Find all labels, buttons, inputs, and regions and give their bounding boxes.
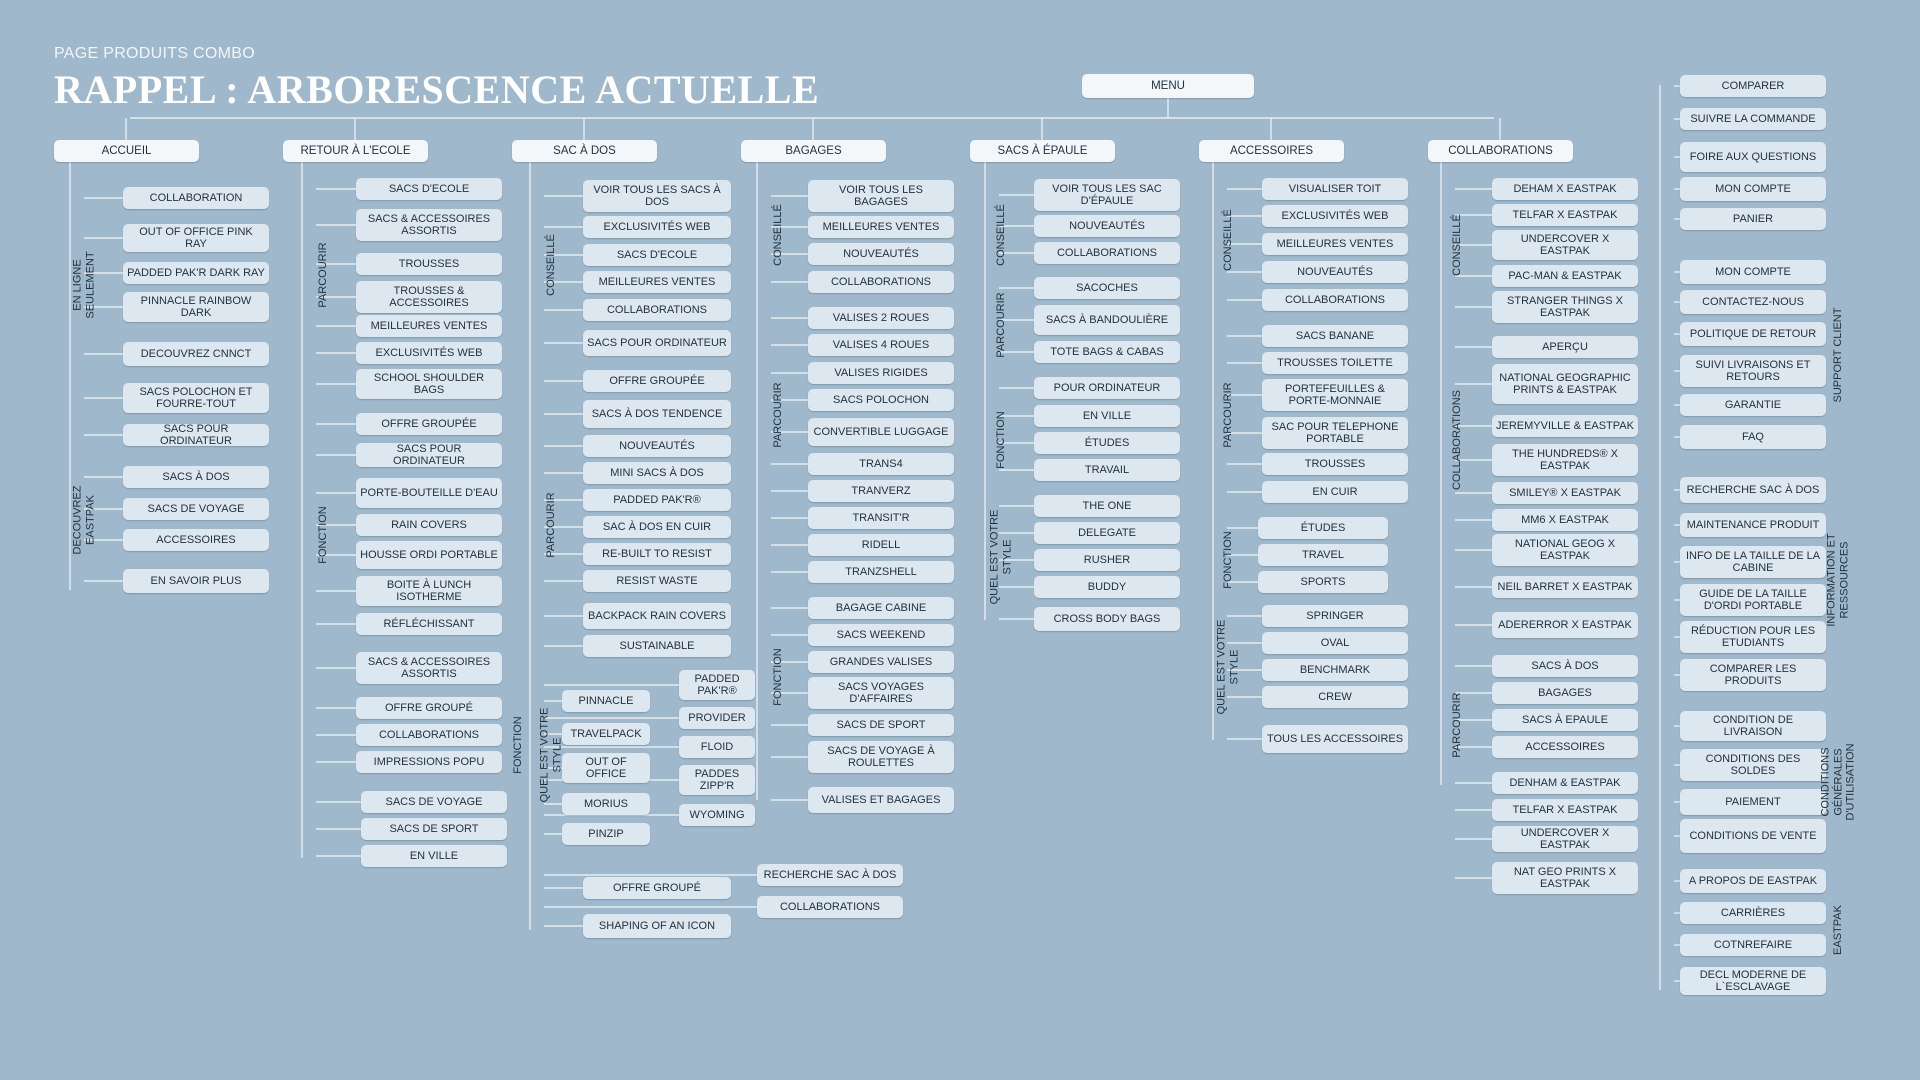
sitemap-node[interactable]: VOIR TOUS LES SACS À DOS bbox=[583, 180, 731, 212]
sitemap-node[interactable]: SACS À DOS TENDENCE bbox=[583, 400, 731, 428]
group-label: QUEL EST VOTRE STYLE bbox=[538, 707, 563, 803]
sitemap-node[interactable]: VALISES RIGIDES bbox=[808, 362, 954, 384]
sitemap-node[interactable]: SACS BANANE bbox=[1262, 325, 1408, 347]
sitemap-node[interactable]: VOIR TOUS LES SAC D'ÉPAULE bbox=[1034, 179, 1180, 211]
sitemap-node[interactable]: A PROPOS DE EASTPAK bbox=[1680, 869, 1826, 893]
sitemap-node[interactable]: SACS POUR ORDINATEUR bbox=[123, 424, 269, 446]
category-node[interactable]: ACCUEIL bbox=[54, 140, 199, 162]
page-title: RAPPEL : ARBORESCENCE ACTUELLE bbox=[54, 67, 820, 112]
sitemap-node[interactable]: DECOUVREZ CNNCT bbox=[123, 342, 269, 366]
sitemap-node[interactable]: TROUSSES & ACCESSOIRES bbox=[356, 281, 502, 313]
sitemap-node[interactable]: TRAVEL bbox=[1258, 544, 1388, 566]
sitemap-node[interactable]: RESIST WASTE bbox=[583, 570, 731, 592]
sitemap-node[interactable]: SACS À BANDOULIÈRE bbox=[1034, 305, 1180, 335]
sitemap-node[interactable]: RIDELL bbox=[808, 534, 954, 556]
sitemap-node[interactable]: THE ONE bbox=[1034, 495, 1180, 517]
group-label: EASTPAK bbox=[1831, 905, 1844, 955]
sitemap-node[interactable]: TROUSSES TOILETTE bbox=[1262, 352, 1408, 374]
sitemap-node[interactable]: SACS POUR ORDINATEUR bbox=[583, 330, 731, 356]
sitemap-node[interactable]: RÉDUCTION POUR LES ETUDIANTS bbox=[1680, 621, 1826, 653]
sitemap-node[interactable]: BAGAGES bbox=[1492, 682, 1638, 704]
sitemap-node[interactable]: OFFRE GROUPÉE bbox=[583, 370, 731, 392]
group-label: CONSEILLÉ bbox=[544, 234, 557, 296]
sitemap-node[interactable]: CREW bbox=[1262, 686, 1408, 708]
group-label: CONSEILLÉ bbox=[1450, 214, 1463, 276]
sitemap-node[interactable]: NOUVEAUTÉS bbox=[808, 243, 954, 265]
group-label: PARCOURIR bbox=[1221, 382, 1234, 448]
sitemap-node[interactable]: VALISES 2 ROUES bbox=[808, 307, 954, 329]
sitemap-node[interactable]: SACS DE VOYAGE bbox=[361, 791, 507, 813]
group-label: COLLABORATIONS bbox=[1450, 389, 1463, 491]
sitemap-node[interactable]: IMPRESSIONS POPU bbox=[356, 751, 502, 773]
sitemap-node[interactable]: SACS À DOS bbox=[1492, 655, 1638, 677]
sitemap-node[interactable]: BUDDY bbox=[1034, 576, 1180, 598]
sitemap-node[interactable]: OUT OF OFFICE bbox=[562, 753, 650, 783]
group-label: FONCTION bbox=[994, 411, 1007, 469]
group-label: PARCOURIR bbox=[771, 382, 784, 448]
sitemap-node[interactable]: COLLABORATIONS bbox=[1034, 242, 1180, 264]
sitemap-node[interactable]: ACCESSOIRES bbox=[123, 529, 269, 551]
sitemap-node[interactable]: APERÇU bbox=[1492, 336, 1638, 358]
sitemap-node[interactable]: MAINTENANCE PRODUIT bbox=[1680, 513, 1826, 537]
sitemap-node[interactable]: CONDITIONS DES SOLDES bbox=[1680, 749, 1826, 781]
sitemap-node[interactable]: SUSTAINABLE bbox=[583, 635, 731, 657]
sitemap-node[interactable]: ACCESSOIRES bbox=[1492, 736, 1638, 758]
sitemap-node[interactable]: CONDITION DE LIVRAISON bbox=[1680, 711, 1826, 741]
sitemap-node[interactable]: SACS POLOCHON ET FOURRE-TOUT bbox=[123, 383, 269, 413]
sitemap-node[interactable]: SACS DE VOYAGE bbox=[123, 498, 269, 520]
sitemap-node[interactable]: UNDERCOVER X EASTPAK bbox=[1492, 826, 1638, 852]
sitemap-node[interactable]: ÉTUDES bbox=[1258, 517, 1388, 539]
sitemap-node[interactable]: SACS POUR ORDINATEUR bbox=[356, 443, 502, 467]
category-node[interactable]: COLLABORATIONS bbox=[1428, 140, 1573, 162]
sitemap-node[interactable]: MM6 X EASTPAK bbox=[1492, 509, 1638, 531]
sitemap-node[interactable]: POLITIQUE DE RETOUR bbox=[1680, 322, 1826, 346]
sitemap-node[interactable]: PADDED PAK'R® bbox=[679, 670, 755, 700]
sitemap-node[interactable]: MEILLEURES VENTES bbox=[356, 315, 502, 337]
sitemap-node[interactable]: TRAVELPACK bbox=[562, 723, 650, 745]
sitemap-node[interactable]: HOUSSE ORDI PORTABLE bbox=[356, 541, 502, 569]
sitemap-node[interactable]: SACS DE VOYAGE À ROULETTES bbox=[808, 741, 954, 773]
group-label: DECOUVREZ EASTPAK bbox=[71, 485, 96, 555]
sitemap-node[interactable]: SACS À DOS bbox=[123, 466, 269, 488]
sitemap-node[interactable]: PANIER bbox=[1680, 208, 1826, 230]
sitemap-node[interactable]: COTNREFAIRE bbox=[1680, 934, 1826, 956]
sitemap-node[interactable]: BOITE À LUNCH ISOTHERME bbox=[356, 576, 502, 606]
sitemap-node[interactable]: WYOMING bbox=[679, 804, 755, 826]
sitemap-node[interactable]: TELFAR X EASTPAK bbox=[1492, 799, 1638, 821]
sitemap-node[interactable]: TOTE BAGS & CABAS bbox=[1034, 341, 1180, 363]
group-label: FONCTION bbox=[1221, 531, 1234, 589]
sitemap-node[interactable]: CONTACTEZ-NOUS bbox=[1680, 290, 1826, 314]
sitemap-node[interactable]: TRAVAIL bbox=[1034, 459, 1180, 481]
sitemap-node[interactable]: COMPARER LES PRODUITS bbox=[1680, 659, 1826, 691]
sitemap-node[interactable]: COLLABORATION bbox=[123, 187, 269, 209]
sitemap-node[interactable]: JEREMYVILLE & EASTPAK bbox=[1492, 415, 1638, 437]
sitemap-node[interactable]: NEIL BARRET X EASTPAK bbox=[1492, 576, 1638, 598]
sitemap-node[interactable]: RÉFLÉCHISSANT bbox=[356, 613, 502, 635]
group-label: PARCOURIR bbox=[994, 292, 1007, 358]
group-label: CONSEILLÉ bbox=[1221, 209, 1234, 271]
sitemap-node[interactable]: EXCLUSIVITÉS WEB bbox=[356, 342, 502, 364]
sitemap-node[interactable]: EN CUIR bbox=[1262, 481, 1408, 503]
sitemap-node[interactable]: ADERERROR X EASTPAK bbox=[1492, 612, 1638, 638]
sitemap-node[interactable]: PINNACLE bbox=[562, 690, 650, 712]
category-node[interactable]: RETOUR À L'ECOLE bbox=[283, 140, 428, 162]
sitemap-node[interactable]: TOUS LES ACCESSOIRES bbox=[1262, 725, 1408, 753]
sitemap-node[interactable]: TRANS4 bbox=[808, 453, 954, 475]
sitemap-node[interactable]: TROUSSES bbox=[1262, 453, 1408, 475]
sitemap-node[interactable]: COLLABORATIONS bbox=[1262, 289, 1408, 311]
sitemap-node[interactable]: OUT OF OFFICE PINK RAY bbox=[123, 224, 269, 252]
group-label: PARCOURIR bbox=[544, 492, 557, 558]
sitemap-node[interactable]: MON COMPTE bbox=[1680, 260, 1826, 284]
sitemap-node[interactable]: CARRIÈRES bbox=[1680, 902, 1826, 924]
sitemap-node[interactable]: PORTE-BOUTEILLE D'EAU bbox=[356, 478, 502, 508]
sitemap-node[interactable]: VALISES 4 ROUES bbox=[808, 334, 954, 356]
sitemap-node[interactable]: SPORTS bbox=[1258, 571, 1388, 593]
sitemap-node[interactable]: SACS & ACCESSOIRES ASSORTIS bbox=[356, 652, 502, 684]
sitemap-node[interactable]: POUR ORDINATEUR bbox=[1034, 377, 1180, 399]
sitemap-node[interactable]: TRANZSHELL bbox=[808, 561, 954, 583]
sitemap-node[interactable]: RECHERCHE SAC À DOS bbox=[757, 864, 903, 886]
sitemap-node[interactable]: COLLABORATIONS bbox=[808, 271, 954, 293]
sitemap-node[interactable]: COLLABORATIONS bbox=[757, 896, 903, 918]
sitemap-node[interactable]: RUSHER bbox=[1034, 549, 1180, 571]
group-label: CONDITIONS GÉNÉRALES D'UTILISATION bbox=[1819, 743, 1857, 821]
sitemap-node[interactable]: EN SAVOIR PLUS bbox=[123, 569, 269, 593]
sitemap-node[interactable]: VALISES ET BAGAGES bbox=[808, 787, 954, 813]
sitemap-node[interactable]: SACOCHES bbox=[1034, 277, 1180, 299]
category-node[interactable]: BAGAGES bbox=[741, 140, 886, 162]
sitemap-node[interactable]: BAGAGE CABINE bbox=[808, 597, 954, 619]
sitemap-node[interactable]: OFFRE GROUPÉ bbox=[583, 877, 731, 899]
sitemap-node[interactable]: SCHOOL SHOULDER BAGS bbox=[356, 369, 502, 399]
sitemap-node[interactable]: PINZIP bbox=[562, 823, 650, 845]
sitemap-node[interactable]: VOIR TOUS LES BAGAGES bbox=[808, 180, 954, 212]
sitemap-node[interactable]: BENCHMARK bbox=[1262, 659, 1408, 681]
sitemap-node[interactable]: UNDERCOVER X EASTPAK bbox=[1492, 230, 1638, 260]
sitemap-node[interactable]: SACS À EPAULE bbox=[1492, 709, 1638, 731]
sitemap-node[interactable]: CONVERTIBLE LUGGAGE bbox=[808, 418, 954, 446]
page-subtitle: PAGE PRODUITS COMBO bbox=[54, 45, 255, 62]
sitemap-node[interactable]: SPRINGER bbox=[1262, 605, 1408, 627]
group-label: QUEL EST VOTRE STYLE bbox=[988, 509, 1013, 605]
sitemap-node[interactable]: NOUVEAUTÉS bbox=[1262, 261, 1408, 283]
sitemap-node[interactable]: SACS DE SPORT bbox=[361, 818, 507, 840]
sitemap-node[interactable]: COLLABORATIONS bbox=[356, 724, 502, 746]
sitemap-node[interactable]: SACS DE SPORT bbox=[808, 714, 954, 736]
sitemap-node[interactable]: SAC À DOS EN CUIR bbox=[583, 516, 731, 538]
sitemap-node[interactable]: SACS & ACCESSOIRES ASSORTIS bbox=[356, 209, 502, 241]
sitemap-node[interactable]: GUIDE DE LA TAILLE D'ORDI PORTABLE bbox=[1680, 584, 1826, 616]
sitemap-node[interactable]: SUIVRE LA COMMANDE bbox=[1680, 108, 1826, 130]
sitemap-node[interactable]: RE-BUILT TO RESIST bbox=[583, 543, 731, 565]
sitemap-node[interactable]: FOIRE AUX QUESTIONS bbox=[1680, 142, 1826, 172]
sitemap-node[interactable]: MEILLEURES VENTES bbox=[808, 216, 954, 238]
sitemap-node[interactable]: CROSS BODY BAGS bbox=[1034, 607, 1180, 631]
sitemap-node[interactable]: PAIEMENT bbox=[1680, 789, 1826, 815]
sitemap-node[interactable]: EXCLUSIVITÉS WEB bbox=[1262, 205, 1408, 227]
category-node[interactable]: ACCESSOIRES bbox=[1199, 140, 1344, 162]
group-label: INFORMATION ET RESSOURCES bbox=[1825, 533, 1850, 627]
sitemap-node[interactable]: PROVIDER bbox=[679, 707, 755, 729]
sitemap-node[interactable]: SUIVI LIVRAISONS ET RETOURS bbox=[1680, 355, 1826, 387]
sitemap-node[interactable]: COLLABORATIONS bbox=[583, 299, 731, 321]
sitemap-node[interactable]: NOUVEAUTÉS bbox=[583, 435, 731, 457]
group-label: CONSEILLÉ bbox=[771, 204, 784, 266]
sitemap-node[interactable]: NATIONAL GEOG X EASTPAK bbox=[1492, 534, 1638, 566]
sitemap-node[interactable]: EN VILLE bbox=[1034, 405, 1180, 427]
sitemap-node[interactable]: MEILLEURES VENTES bbox=[583, 271, 731, 293]
category-node[interactable]: SAC À DOS bbox=[512, 140, 657, 162]
sitemap-node[interactable]: SACS WEEKEND bbox=[808, 624, 954, 646]
sitemap-node[interactable]: EXCLUSIVITÉS WEB bbox=[583, 216, 731, 238]
sitemap-node[interactable]: TROUSSES bbox=[356, 253, 502, 275]
sitemap-node[interactable]: THE HUNDREDS® X EASTPAK bbox=[1492, 444, 1638, 476]
sitemap-node[interactable]: NATIONAL GEOGRAPHIC PRINTS & EASTPAK bbox=[1492, 364, 1638, 404]
sitemap-node[interactable]: MORIUS bbox=[562, 793, 650, 815]
sitemap-node[interactable]: TRANSIT'R bbox=[808, 507, 954, 529]
group-label: PARCOURIR bbox=[1450, 692, 1463, 758]
group-label: QUEL EST VOTRE STYLE bbox=[1215, 619, 1240, 715]
group-label: FONCTION bbox=[771, 648, 784, 706]
sitemap-node[interactable]: FAQ bbox=[1680, 425, 1826, 449]
sitemap-node[interactable]: DENHAM & EASTPAK bbox=[1492, 772, 1638, 794]
sitemap-node[interactable]: ÉTUDES bbox=[1034, 432, 1180, 454]
sitemap-node[interactable]: MINI SACS À DOS bbox=[583, 462, 731, 484]
sitemap-node[interactable]: STRANGER THINGS X EASTPAK bbox=[1492, 291, 1638, 323]
group-label: EN LIGNE SEULEMENT bbox=[71, 251, 96, 319]
category-node[interactable]: SACS À ÉPAULE bbox=[970, 140, 1115, 162]
sitemap-node[interactable]: DELEGATE bbox=[1034, 522, 1180, 544]
sitemap-node[interactable]: EN VILLE bbox=[361, 845, 507, 867]
sitemap-node[interactable]: FLOID bbox=[679, 736, 755, 758]
menu-node[interactable]: MENU bbox=[1082, 74, 1254, 98]
sitemap-node[interactable]: RECHERCHE SAC À DOS bbox=[1680, 477, 1826, 503]
sitemap-node[interactable]: DECL MODERNE DE L`ESCLAVAGE bbox=[1680, 967, 1826, 995]
sitemap-node[interactable]: SACS VOYAGES D'AFFAIRES bbox=[808, 677, 954, 709]
sitemap-node[interactable]: MEILLEURES VENTES bbox=[1262, 233, 1408, 255]
sitemap-node[interactable]: BACKPACK RAIN COVERS bbox=[583, 603, 731, 629]
group-label: SUPPORT CLIENT bbox=[1831, 307, 1844, 403]
sitemap-node[interactable]: OVAL bbox=[1262, 632, 1408, 654]
group-label: FONCTION bbox=[511, 716, 524, 774]
group-label: PARCOURIR bbox=[316, 242, 329, 308]
sitemap-node[interactable]: MON COMPTE bbox=[1680, 177, 1826, 201]
group-label: CONSEILLÉ bbox=[994, 204, 1007, 266]
sitemap-node[interactable]: OFFRE GROUPÉE bbox=[356, 413, 502, 435]
sitemap-node[interactable]: DEHAM X EASTPAK bbox=[1492, 178, 1638, 200]
sitemap-node[interactable]: VISUALISER TOIT bbox=[1262, 178, 1408, 200]
sitemap-node[interactable]: PADDES ZIPP'R bbox=[679, 765, 755, 795]
group-label: FONCTION bbox=[316, 506, 329, 564]
sitemap-node[interactable]: SHAPING OF AN ICON bbox=[583, 914, 731, 938]
sitemap-node[interactable]: SACS POLOCHON bbox=[808, 389, 954, 411]
sitemap-node[interactable]: GRANDES VALISES bbox=[808, 651, 954, 673]
sitemap-node[interactable]: SACS D'ECOLE bbox=[356, 178, 502, 200]
sitemap-node[interactable]: CONDITIONS DE VENTE bbox=[1680, 819, 1826, 853]
sitemap-node[interactable]: PINNACLE RAINBOW DARK bbox=[123, 292, 269, 322]
sitemap-node[interactable]: NAT GEO PRINTS X EASTPAK bbox=[1492, 862, 1638, 894]
sitemap-node[interactable]: SACS D'ECOLE bbox=[583, 244, 731, 266]
sitemap-node[interactable]: PAC-MAN & EASTPAK bbox=[1492, 265, 1638, 287]
sitemap-node[interactable]: COMPARER bbox=[1680, 75, 1826, 97]
sitemap-node[interactable]: TRANVERZ bbox=[808, 480, 954, 502]
sitemap-node[interactable]: SMILEY® X EASTPAK bbox=[1492, 482, 1638, 504]
sitemap-node[interactable]: PADDED PAK'R® bbox=[583, 489, 731, 511]
sitemap-node[interactable]: INFO DE LA TAILLE DE LA CABINE bbox=[1680, 546, 1826, 578]
sitemap-node[interactable]: SAC POUR TELEPHONE PORTABLE bbox=[1262, 417, 1408, 449]
sitemap-node[interactable]: GARANTIE bbox=[1680, 394, 1826, 416]
sitemap-node[interactable]: PADDED PAK'R DARK RAY bbox=[123, 262, 269, 284]
sitemap-node[interactable]: PORTEFEUILLES & PORTE-MONNAIE bbox=[1262, 379, 1408, 411]
sitemap-node[interactable]: OFFRE GROUPÉ bbox=[356, 697, 502, 719]
sitemap-node[interactable]: RAIN COVERS bbox=[356, 514, 502, 536]
sitemap-node[interactable]: TELFAR X EASTPAK bbox=[1492, 204, 1638, 226]
sitemap-node[interactable]: NOUVEAUTÉS bbox=[1034, 215, 1180, 237]
